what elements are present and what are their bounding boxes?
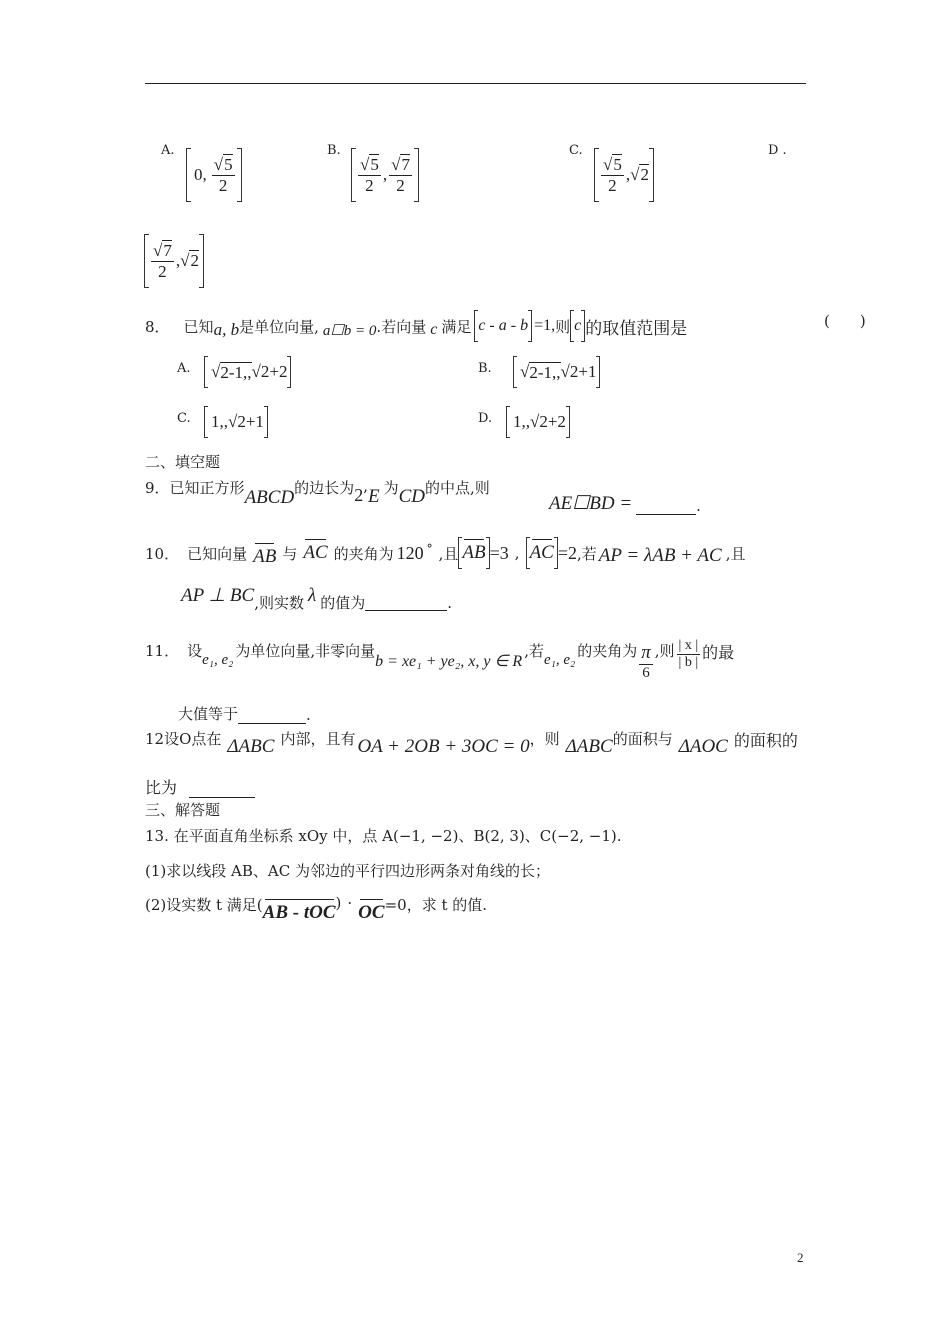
q13-part1: (1)求以线段 AB、AC 为邻边的平行四边形两条对角线的长； [145, 862, 550, 880]
q9: 9． 已知正方形 ABCD 的边长为 2 , E 为 CD 的中点,则 [145, 477, 490, 508]
q8-option-c-label: C. [177, 411, 191, 426]
section-fill-in-heading: 二、填空题 [145, 453, 221, 471]
section-solve-heading: 三、解答题 [145, 801, 221, 819]
q11-line2: 大值等于 . [178, 705, 311, 724]
q13-stem: 13. 在平面直角坐标系 xOy 中，点 A(−1, −2)、B(2, 3)、C(−2, −1). [145, 827, 622, 845]
header-rule [145, 83, 806, 84]
q8-answer-paren: ( ) [824, 312, 866, 330]
q12-answer-blank [189, 781, 255, 798]
q8-option-a: √ 2-1,, √ 2+2 [204, 356, 291, 388]
q8-stem: 8． 已知 a, b 是单位向量, a☐b = 0 .若向量 c 满足 c - a - b =1, 则 c 的取值范围是 [145, 310, 687, 342]
q8-option-a-label: A. [177, 361, 191, 376]
q12-line2: 比为 [145, 775, 255, 798]
q7-option-b-label: B. [327, 143, 341, 158]
q10-line1: 10． 已知向量 AB 与 AC 的夹角为 120 ° ,且 AB =3 , AC =2 ,若 AP = λAB + AC ,且 [145, 537, 745, 569]
q8-option-c: 1,, √ 2+1 [204, 406, 268, 438]
q13-part2: (2)设实数 t 满足( AB - tOC ) · OC =0，求 t 的值. [145, 894, 488, 923]
q10-answer-blank [365, 594, 447, 611]
q7-option-a: 0, $\frac{√5}{2}$ [186, 148, 242, 202]
q8-option-d-label: D. [478, 411, 493, 426]
q8-option-b-label: B. [478, 361, 492, 376]
q10-line2: AP ⊥ BC ,则实数 λ 的值为 . [181, 584, 453, 612]
q9-answer-blank [636, 514, 696, 515]
q9-answer: AE☐BD = . [549, 493, 701, 515]
q7-option-d: $\frac{√7}{2}$ , √2 [144, 234, 204, 288]
q8-option-b: √ 2-1,, √ 2+1 [513, 356, 600, 388]
q7-option-c: $\frac{√5}{2}$ , √2 [594, 148, 654, 202]
q11-answer-blank [238, 707, 306, 724]
q7-option-c-label: C. [569, 143, 583, 158]
q12-line1: 12设O点在 ΔABC 内部，且有 OA + 2OB + 3OC = 0 ，则 ΔABC 的面积与 ΔAOC 的面积的 [145, 730, 798, 757]
page-number: 2 [797, 1250, 804, 1265]
q11-line1: 11． 设 e₁, e₂ 为单位向量,非零向量 b = xe₁ + ye₂, x, y ∈ R ,若 e₁, e₂ 的夹角为 $\frac{\pi}{6}$ ,则 $\frac{| x |}{| b |}$ 的最 [145, 638, 735, 681]
q7-option-d-label: D . [768, 143, 787, 158]
q7-option-b: $\frac{√5}{2}$ , $\frac{√7}{2}$ [351, 148, 419, 202]
q8-option-d: 1,, √ 2+2 [506, 406, 570, 438]
q7-option-a-label: A. [161, 143, 175, 158]
